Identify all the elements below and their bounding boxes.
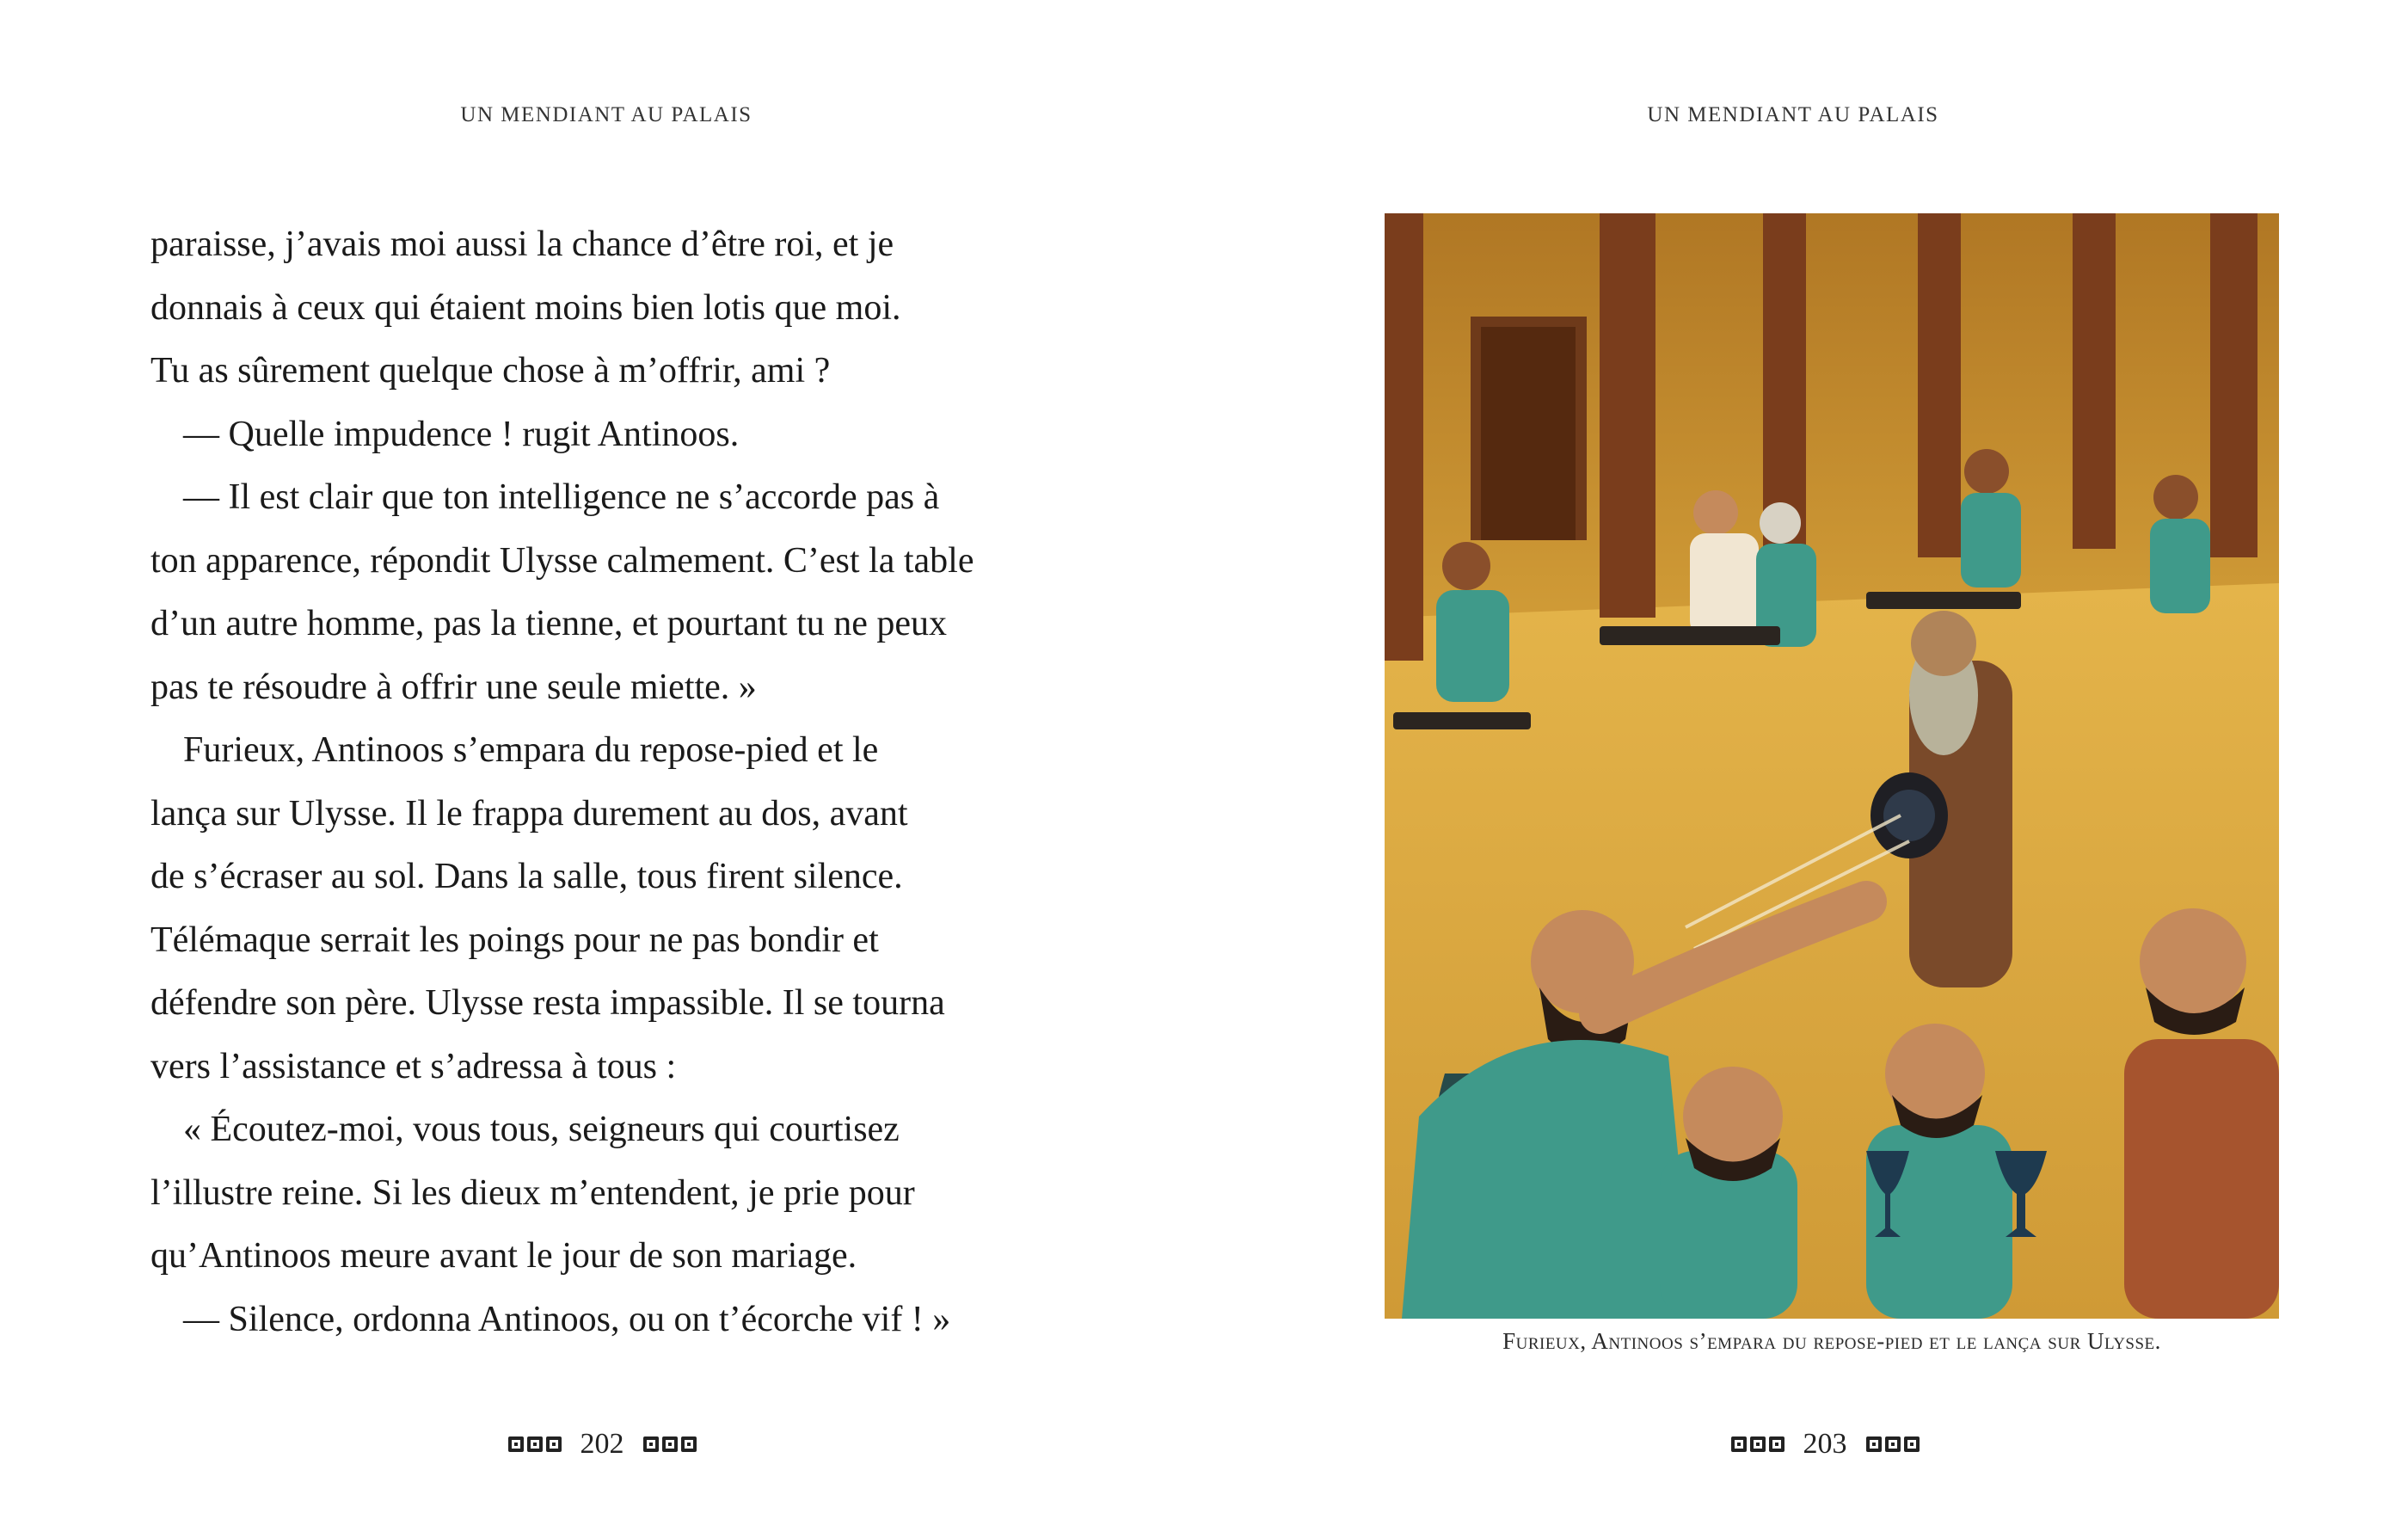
text-line: l’illustre reine. Si les dieux m’entendent, je prie pour (150, 1172, 915, 1213)
illustration-caption: Furieux, Antinoos s’empara du repose-pied et le lança sur Ulysse. (1502, 1328, 2161, 1354)
text-line: lança sur Ulysse. Il le frappa durement au dos, avant (150, 793, 908, 834)
text-line: d’un autre homme, pas la tienne, et pourtant tu ne peux (150, 604, 948, 643)
text-line: pas te résoudre à offrir une seule miette. » (150, 667, 757, 707)
text-line: Télémaque serrait les poings pour ne pas bondir et (150, 920, 879, 960)
text-line: ton apparence, répondit Ulysse calmement. C’est la table (150, 540, 974, 581)
text-line: de s’écraser au sol. Dans la salle, tous firent silence. (150, 857, 903, 896)
body-text (150, 213, 1079, 1351)
page-footer (1610, 1428, 2040, 1461)
text-line: — Silence, ordonna Antinoos, ou on t’écorche vif ! » (183, 1299, 951, 1339)
running-head: UN MENDIANT AU PALAIS (460, 103, 752, 126)
text-line: paraisse, j’avais moi aussi la chance d’être roi, et je (150, 225, 894, 264)
running-head: UN MENDIANT AU PALAIS (1647, 103, 1939, 126)
page-number: 202 (580, 1428, 624, 1460)
meander-ornament-icon (1866, 1436, 1920, 1452)
text-line: vers l’assistance et s’adressa à tous : (150, 1046, 677, 1086)
page-number: 203 (1803, 1428, 1847, 1460)
text-line: Furieux, Antinoos s’empara du repose-pied et le (183, 730, 879, 770)
text-line: « Écoutez-moi, vous tous, seigneurs qui courtisez (183, 1110, 900, 1149)
text-line: qu’Antinoos meure avant le jour de son mariage. (150, 1236, 857, 1276)
text-line: donnais à ceux qui étaient moins bien lotis que moi. (150, 287, 901, 328)
meander-ornament-icon (643, 1436, 697, 1452)
right-page (1204, 0, 2408, 1538)
meander-ornament-icon (1731, 1436, 1784, 1452)
text-line: — Quelle impudence ! rugit Antinoos. (183, 414, 740, 454)
meander-ornament-icon (508, 1436, 562, 1452)
text-line: Tu as sûrement quelque chose à m’offrir, ami ? (150, 351, 831, 391)
text-line: — Il est clair que ton intelligence ne s’accorde pas à (183, 477, 940, 517)
banquet-scene-illustration (1385, 213, 2279, 1319)
text-line: défendre son père. Ulysse resta impassible. Il se tourna (150, 983, 945, 1023)
page-footer (387, 1428, 817, 1461)
